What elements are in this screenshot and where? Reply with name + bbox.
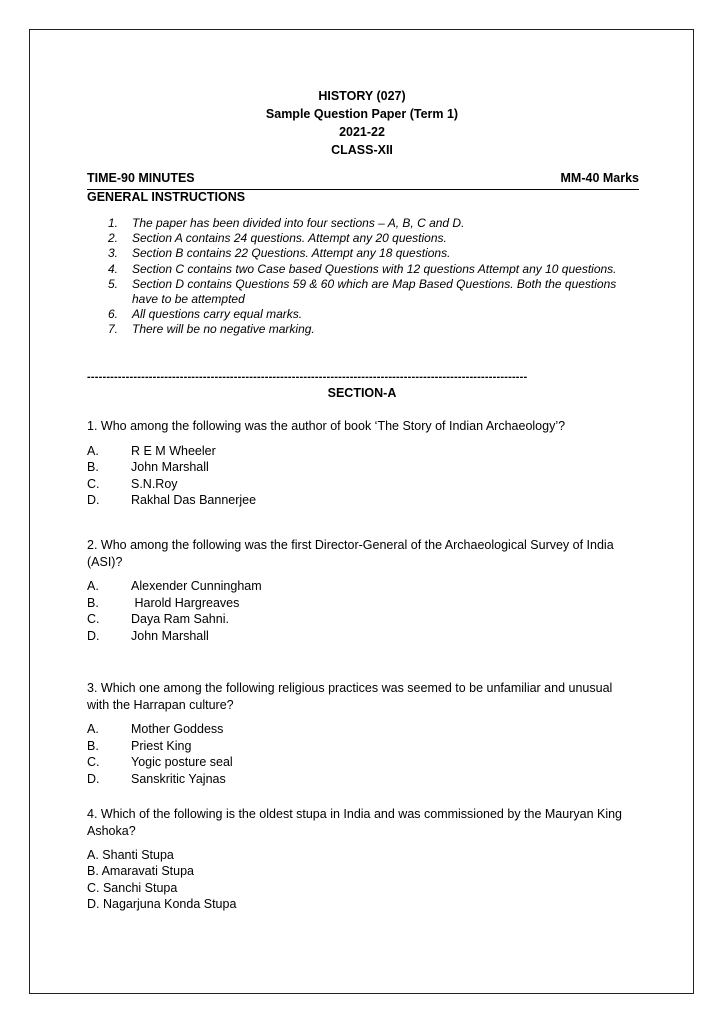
option: B. Priest King (87, 739, 192, 753)
instruction-item: 5. Section D contains Questions 59 & 60 which are Map Based Questions. Both the questions have to be attempted (108, 276, 617, 307)
section-title: SECTION-A (327, 386, 397, 400)
question-4: 4. Which of the following is the oldest stupa in India and was commissioned by the Mauryan King Ashoka? (87, 807, 623, 838)
option: B. Amaravati Stupa (87, 864, 195, 878)
option: B. Harold Hargreaves (87, 596, 240, 610)
option: B. John Marshall (87, 460, 209, 474)
instruction-item: 3. Section B contains 22 Questions. Attempt any 18 questions. (108, 246, 451, 261)
instruction-item: 7. There will be no negative marking. (108, 322, 315, 337)
paper-title: Sample Question Paper (Term 1) (265, 107, 459, 121)
instruction-item: 1. The paper has been divided into four sections – A, B, C and D. (108, 216, 465, 230)
option: A. Alexender Cunningham (87, 579, 262, 593)
time-marks-bar (87, 171, 639, 190)
option: D. John Marshall (87, 629, 209, 643)
instruction-item: 2. Section A contains 24 questions. Attempt any 20 questions. (108, 231, 447, 246)
question-3: 3. Which one among the following religious practices was seemed to be unfamiliar and unusual with the Harrapan culture? (87, 681, 613, 712)
instruction-item: 4. Section C contains two Case based Questions with 12 questions Attempt any 10 questions. (108, 261, 617, 276)
option: C. Yogic posture seal (87, 755, 233, 769)
option: D. Sanskritic Yajnas (87, 772, 226, 786)
option: D. Nagarjuna Konda Stupa (87, 897, 237, 911)
subject-title: HISTORY (027) (318, 89, 406, 103)
question-2: 2. Who among the following was the first Director-General of the Archaeological Survey of India (ASI)? (87, 538, 614, 569)
time-limit: TIME-90 MINUTES (87, 171, 195, 185)
separator-line: ------------------------------------------------------------------------------------------------------------------ (87, 371, 528, 383)
academic-year: 2021-22 (339, 125, 385, 139)
option: A. R E M Wheeler (87, 444, 216, 458)
question-1: 1. Who among the following was the author of book ‘The Story of Indian Archaeology’? (87, 419, 566, 433)
option: C. Daya Ram Sahni. (87, 612, 229, 626)
max-marks: MM-40 Marks (560, 171, 639, 185)
option: C. Sanchi Stupa (87, 881, 178, 895)
option: C. S.N.Roy (87, 477, 178, 491)
class-title: CLASS-XII (331, 143, 393, 157)
option: D. Rakhal Das Bannerjee (87, 493, 257, 507)
option: A. Shanti Stupa (87, 848, 174, 862)
paper-header (0, 87, 724, 159)
instruction-item: 6. All questions carry equal marks. (108, 307, 303, 322)
instructions-title: GENERAL INSTRUCTIONS (87, 190, 246, 204)
instructions-list (108, 216, 628, 338)
option: A. Mother Goddess (87, 722, 224, 736)
